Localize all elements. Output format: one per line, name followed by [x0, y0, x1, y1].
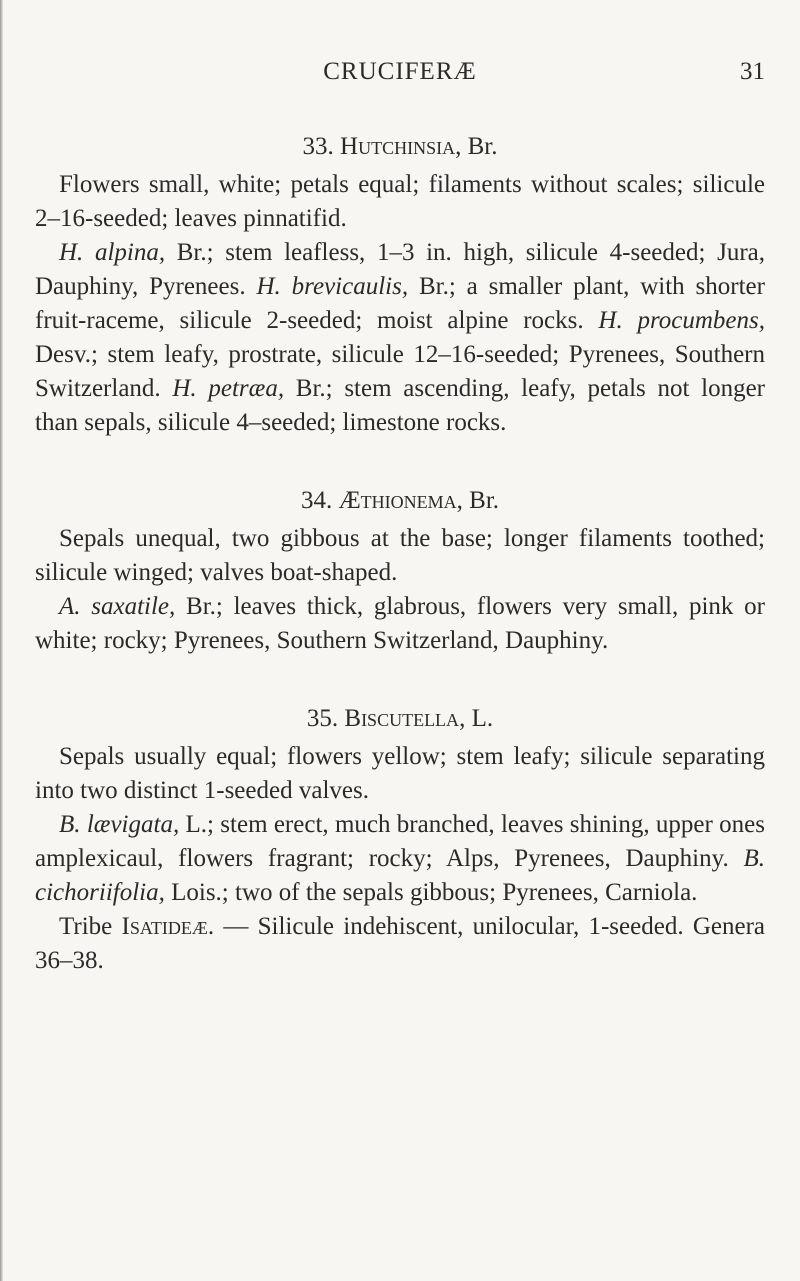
genus-name: Æthionema — [338, 487, 457, 514]
tribe-label: Tribe — [59, 913, 113, 940]
species-text: Br.; leaves thick, glabrous, flowers very small, pink or white; rocky; Pyrenees, Southern Switzerland, Dauphiny. — [35, 593, 766, 654]
tribe-paragraph — [35, 910, 765, 978]
genus-authority: Br. — [469, 487, 500, 514]
page-edge — [0, 0, 3, 1281]
species-paragraph — [35, 590, 765, 658]
genus-description: Sepals usually equal; flowers yellow; stem leafy; silicule separating into two distinct 1-seeded valves. — [35, 743, 765, 804]
genus-authority: L. — [471, 705, 494, 732]
book-page — [35, 0, 765, 978]
tribe-name: Isatideæ. — [121, 913, 215, 940]
genus-section-biscutella — [35, 702, 765, 910]
species-name: H. petræa, — [172, 375, 285, 402]
species-name: B. lævigata, — [59, 811, 180, 838]
species-text: Br.; a smaller plant, with shorter fruit-raceme, silicule 2-seeded; moist alpine rocks. — [35, 273, 765, 334]
species-name: B. cichoriifolia, — [35, 845, 765, 906]
species-name: H. brevicaulis, — [256, 273, 409, 300]
genus-authority: Br. — [467, 133, 498, 160]
running-title: CRUCIFERÆ — [323, 58, 477, 85]
genus-number: 35. — [306, 705, 339, 732]
running-head — [35, 0, 765, 100]
page-number: 31 — [740, 58, 765, 85]
genus-section-hutchinsia — [35, 130, 765, 440]
genus-heading: 34. Æthionema, Br. — [300, 487, 500, 514]
tribe-text: — Silicule indehiscent, unilocular, 1-seeded. Genera 36–38. — [35, 913, 765, 974]
species-text: Br.; stem leafless, 1–3 in. high, silicule 4-seeded; Jura, Dauphiny, Pyrenees. — [35, 239, 765, 300]
species-text: L.; stem erect, much branched, leaves shining, upper ones amplexicaul, flowers fragrant; rocky; Alps, Pyrenees, Dauphiny. — [35, 811, 765, 872]
genus-name: Hutchinsia — [340, 133, 456, 160]
genus-heading: 35. Biscutella, L. — [306, 705, 494, 732]
species-name: A. saxatile, — [59, 593, 176, 620]
species-text: Desv.; stem leafy, prostrate, silicule 12–16-seeded; Pyrenees, Southern Switzerland. — [35, 341, 765, 402]
genus-description: Sepals unequal, two gibbous at the base; longer filaments toothed; silicule winged; valves boat-shaped. — [35, 525, 765, 586]
species-text: Lois.; two of the sepals gibbous; Pyrenees, Carniola. — [164, 879, 698, 906]
genus-number: 34. — [300, 487, 333, 514]
genus-number: 33. — [302, 133, 334, 160]
genus-heading: 33. Hutchinsia, Br. — [302, 133, 498, 160]
genus-description: Flowers small, white; petals equal; filaments without scales; silicule 2–16-seeded; leaves pinnatifid. — [35, 171, 765, 232]
species-name: H. alpina, — [59, 239, 166, 266]
species-text: Br.; stem ascending, leafy, petals not longer than sepals, silicule 4–seeded; limestone rocks. — [35, 375, 766, 436]
species-paragraph — [35, 808, 765, 910]
species-paragraph — [35, 236, 765, 440]
genus-name: Biscutella — [344, 705, 460, 732]
genus-section-aethionema — [35, 484, 765, 658]
species-name: H. procumbens, — [598, 307, 765, 334]
